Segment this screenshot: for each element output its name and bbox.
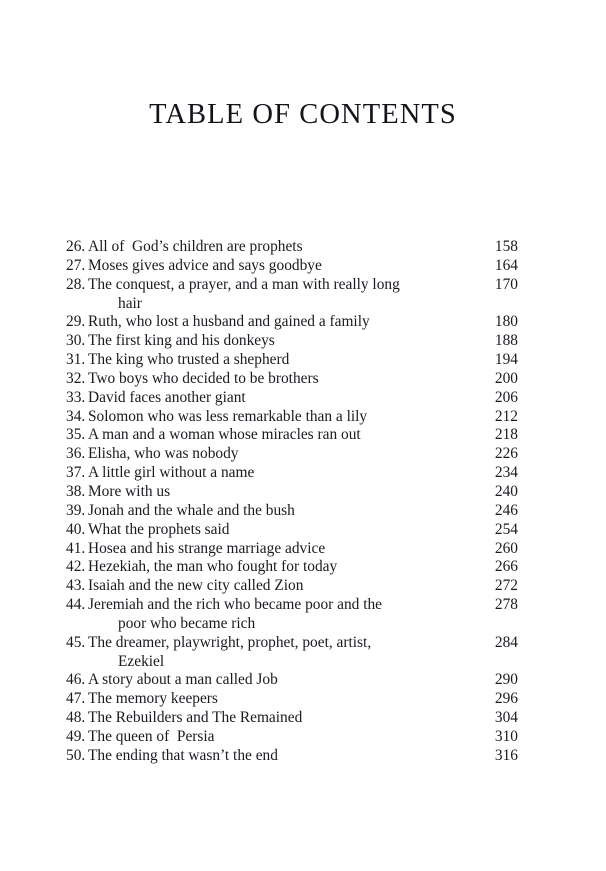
page-title: TABLE OF CONTENTS [149, 99, 457, 131]
toc-entry-number: 41. [66, 539, 86, 557]
toc-entry-title: David faces another giant [88, 388, 246, 406]
toc-entry-page-number: 246 [494, 501, 518, 519]
toc-entry-number: 37. [66, 464, 86, 482]
toc-entry-main-line [66, 238, 518, 257]
toc-entry-title: The dreamer, playwright, prophet, poet, artist, [88, 633, 372, 651]
toc-entry-main-line [66, 445, 518, 464]
toc-entry-title: The king who trusted a shepherd [88, 351, 290, 369]
toc-entry-page-number: 206 [494, 388, 518, 406]
toc-entry[interactable] [66, 426, 518, 445]
toc-entry-page-number: 316 [494, 746, 518, 764]
toc-entry[interactable] [66, 747, 518, 766]
toc-entry-page-number: 164 [494, 256, 518, 274]
toc-entry-main-line [66, 408, 518, 427]
toc-entry-main-line [66, 671, 518, 690]
toc-entry[interactable] [66, 690, 518, 709]
toc-entry-main-line [66, 596, 518, 615]
toc-entry[interactable] [66, 257, 518, 276]
toc-entry-page-number: 212 [494, 407, 518, 425]
toc-entry-title: A man and a woman whose miracles ran out [88, 426, 361, 444]
toc-entry-page-number: 272 [494, 577, 518, 595]
toc-entry[interactable] [66, 445, 518, 464]
toc-entry-main-line [66, 558, 518, 577]
toc-entry-page-number: 218 [494, 426, 518, 444]
toc-entry-number: 46. [66, 671, 86, 689]
toc-entry-title: Hosea and his strange marriage advice [88, 539, 326, 557]
toc-entry-page-number: 310 [494, 727, 518, 745]
toc-entry-main-line [66, 257, 518, 276]
toc-entry-title-continuation: poor who became rich [118, 614, 256, 632]
toc-entry-page-number: 180 [494, 313, 518, 331]
toc-entry-number: 47. [66, 690, 86, 708]
toc-entry-number: 29. [66, 313, 86, 331]
toc-entry-number: 36. [66, 445, 86, 463]
toc-entry-page-number: 234 [494, 464, 518, 482]
toc-entry-main-line [66, 728, 518, 747]
toc-entry-number: 42. [66, 558, 86, 576]
toc-entry-title: A story about a man called Job [88, 671, 278, 689]
toc-entry-title: Hezekiah, the man who fought for today [88, 558, 338, 576]
toc-entry[interactable] [66, 464, 518, 483]
toc-entry[interactable] [66, 276, 518, 314]
toc-entry-title: Moses gives advice and says goodbye [88, 256, 322, 274]
toc-entry[interactable] [66, 238, 518, 257]
toc-entry-page-number: 296 [494, 690, 518, 708]
toc-entry[interactable] [66, 370, 518, 389]
toc-entry-number: 39. [66, 501, 86, 519]
toc-entry-main-line [66, 426, 518, 445]
toc-entry-title: All of God’s children are prophets [88, 238, 303, 255]
toc-entry-main-line [66, 709, 518, 728]
toc-entry-title: The conquest, a prayer, and a man with really long [88, 275, 400, 293]
toc-entry[interactable] [66, 521, 518, 540]
toc-entry-main-line [66, 351, 518, 370]
toc-entry-page-number: 254 [494, 520, 518, 538]
toc-entry-number: 33. [66, 388, 86, 406]
toc-entry-title: A little girl without a name [88, 464, 255, 482]
toc-entry-title: The first king and his donkeys [88, 332, 275, 350]
toc-entry-page-number: 240 [494, 482, 518, 500]
toc-entry-number: 35. [66, 426, 86, 444]
toc-entry-title: The queen of Persia [88, 727, 215, 745]
toc-entry-number: 44. [66, 596, 86, 614]
toc-entry[interactable] [66, 728, 518, 747]
toc-entry-main-line [66, 483, 518, 502]
toc-entry-title: Jeremiah and the rich who became poor and the [88, 596, 383, 614]
toc-entry-main-line [66, 332, 518, 351]
toc-entry[interactable] [66, 313, 518, 332]
toc-entry-main-line [66, 389, 518, 408]
toc-entry-page-number: 188 [494, 332, 518, 350]
toc-entry[interactable] [66, 408, 518, 427]
toc-entry-number: 28. [66, 275, 86, 293]
toc-entry-number: 38. [66, 482, 86, 500]
toc-entry[interactable] [66, 634, 518, 672]
toc-entry-main-line [66, 521, 518, 540]
toc-entry-title: Jonah and the whale and the bush [88, 501, 295, 519]
toc-entry[interactable] [66, 558, 518, 577]
table-of-contents-list [66, 238, 518, 766]
toc-entry-number: 30. [66, 332, 86, 350]
toc-entry-main-line [66, 276, 518, 295]
toc-entry-page-number: 284 [494, 633, 518, 651]
toc-entry-page-number: 278 [494, 596, 518, 614]
toc-entry[interactable] [66, 596, 518, 634]
toc-entry-number: 49. [66, 727, 86, 745]
toc-entry[interactable] [66, 540, 518, 559]
toc-entry-page-number: 266 [494, 558, 518, 576]
toc-entry[interactable] [66, 671, 518, 690]
toc-entry-title: Elisha, who was nobody [88, 445, 239, 463]
toc-entry-title: Solomon who was less remarkable than a lily [88, 407, 368, 425]
toc-entry[interactable] [66, 577, 518, 596]
toc-entry-page-number: 200 [494, 369, 518, 387]
toc-entry-page-number: 226 [494, 445, 518, 463]
toc-entry-main-line [66, 540, 518, 559]
toc-entry-number: 45. [66, 633, 86, 651]
toc-entry-number: 26. [66, 238, 86, 255]
toc-entry-main-line [66, 502, 518, 521]
toc-entry-main-line [66, 577, 518, 596]
toc-entry[interactable] [66, 709, 518, 728]
toc-entry-main-line [66, 313, 518, 332]
toc-entry-title: More with us [88, 482, 171, 500]
toc-entry-main-line [66, 690, 518, 709]
toc-entry-main-line [66, 464, 518, 483]
toc-entry[interactable] [66, 483, 518, 502]
toc-entry-number: 32. [66, 369, 86, 387]
toc-entry-main-line [66, 747, 518, 766]
toc-entry-main-line [66, 634, 518, 653]
toc-entry[interactable] [66, 351, 518, 370]
toc-entry-page-number: 170 [494, 275, 518, 293]
toc-entry-page-number: 290 [494, 671, 518, 689]
toc-entry-title: Isaiah and the new city called Zion [88, 577, 304, 595]
toc-entry[interactable] [66, 332, 518, 351]
toc-entry-number: 34. [66, 407, 86, 425]
toc-entry-page-number: 260 [494, 539, 518, 557]
toc-entry-number: 27. [66, 256, 86, 274]
toc-entry-number: 40. [66, 520, 86, 538]
toc-entry-title: The Rebuilders and The Remained [88, 709, 303, 727]
toc-entry-number: 48. [66, 709, 86, 727]
toc-entry-title: Ruth, who lost a husband and gained a family [88, 313, 370, 331]
toc-entry-title: What the prophets said [88, 520, 230, 538]
toc-entry-title-continuation: Ezekiel [118, 652, 165, 670]
toc-entry-main-line [66, 370, 518, 389]
toc-entry-title-continuation: hair [118, 294, 142, 312]
toc-entry-page-number: 158 [494, 238, 518, 255]
toc-entry[interactable] [66, 502, 518, 521]
toc-entry[interactable] [66, 389, 518, 408]
toc-entry-number: 31. [66, 351, 86, 369]
toc-entry-title: Two boys who decided to be brothers [88, 369, 319, 387]
toc-entry-page-number: 194 [494, 351, 518, 369]
toc-entry-page-number: 304 [494, 709, 518, 727]
toc-entry-number: 50. [66, 746, 86, 764]
toc-entry-title: The ending that wasn’t the end [88, 746, 278, 764]
toc-entry-title: The memory keepers [88, 690, 218, 708]
toc-entry-number: 43. [66, 577, 86, 595]
